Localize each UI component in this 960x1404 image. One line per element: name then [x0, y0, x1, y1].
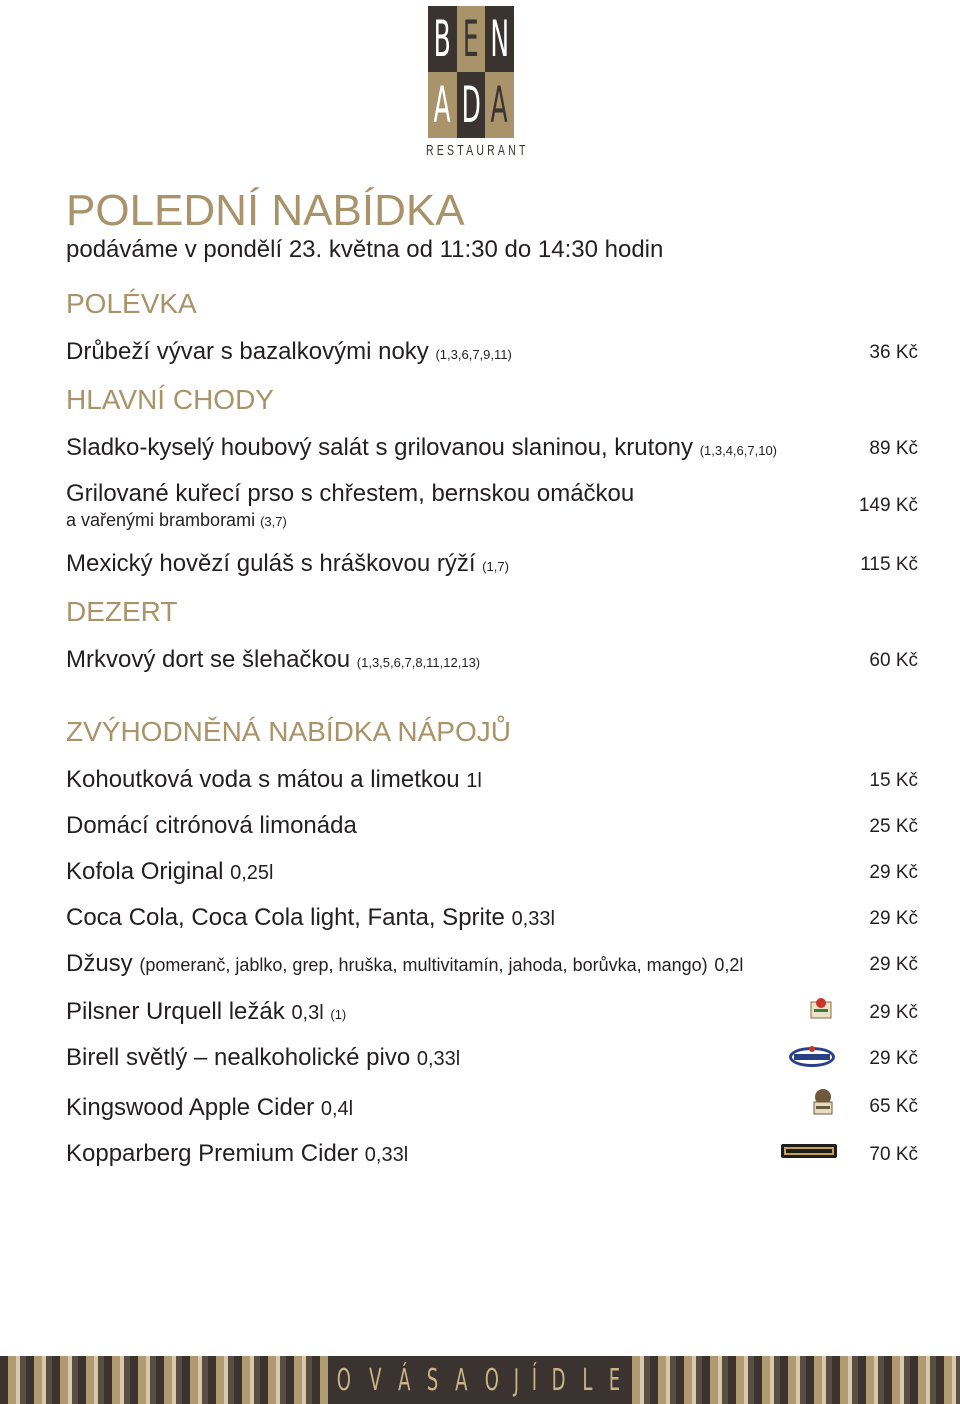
- item-detail: (pomeranč, jablko, grep, hruška, multivitamín, jahoda, borůvka, mango): [139, 955, 708, 975]
- item-name: Mexický hovězí guláš s hráškovou rýží: [66, 550, 476, 577]
- item-name: Domácí citrónová limonáda: [66, 812, 357, 839]
- drink-item: [66, 766, 482, 794]
- item-price: 29 Kč: [869, 1048, 918, 1069]
- logo-cell: [457, 72, 486, 138]
- item-name: Pilsner Urquell ležák: [66, 998, 285, 1025]
- logo-letter: B: [433, 10, 451, 68]
- footer-letter: J: [514, 1362, 520, 1398]
- page-subtitle: podáváme v pondělí 23. května od 11:30 do 14:30 hodin: [66, 236, 664, 263]
- item-name: Džusy: [66, 950, 133, 977]
- item-name: Mrkvový dort se šlehačkou: [66, 646, 351, 673]
- footer-band: [328, 1356, 628, 1404]
- item-allergens: (1,3,5,6,7,8,11,12,13): [356, 655, 481, 670]
- item-allergens: (1,7): [482, 559, 509, 574]
- item-price: 115 Kč: [860, 554, 918, 575]
- item-name: Sladko-kyselý houbový salát s grilovanou slaninou, krutony: [66, 434, 694, 461]
- logo-subtitle: RESTAURANT: [426, 142, 529, 159]
- item-price: 70 Kč: [869, 1144, 918, 1165]
- drink-item: [66, 904, 555, 932]
- item-unit: 0,2l: [714, 955, 744, 975]
- logo-cell: [428, 6, 457, 72]
- drink-item: [66, 1094, 353, 1122]
- item-allergens: (3,7): [260, 514, 287, 529]
- item-unit: 0,25l: [230, 862, 274, 884]
- footer-letter: O: [337, 1362, 352, 1398]
- item-price: 149 Kč: [858, 495, 918, 516]
- kingswood-logo-icon: [810, 1088, 836, 1123]
- menu-item: [66, 434, 777, 462]
- drink-item: [66, 1140, 408, 1168]
- footer-letter: E: [608, 1362, 620, 1398]
- footer-letter: S: [426, 1362, 439, 1398]
- section-heading-dessert: DEZERT: [66, 596, 178, 627]
- item-unit: 0,3l: [291, 1002, 324, 1024]
- item-name: Birell světlý – nealkoholické pivo: [66, 1044, 411, 1071]
- footer-letter: O: [484, 1362, 499, 1398]
- item-unit: 0,33l: [364, 1144, 409, 1166]
- footer-letter: Á: [397, 1362, 411, 1398]
- logo-cell: [485, 72, 514, 138]
- section-heading-drinks: ZVÝHODNĚNÁ NABÍDKA NÁPOJŮ: [66, 716, 511, 747]
- footer-letter: V: [368, 1362, 382, 1398]
- birell-logo-icon: [788, 1046, 836, 1073]
- logo-letter: D: [461, 76, 481, 134]
- item-price: 29 Kč: [869, 862, 918, 883]
- item-price: 89 Kč: [869, 438, 918, 459]
- menu-item-second-line: [66, 510, 287, 531]
- item-name: Kingswood Apple Cider: [66, 1094, 315, 1121]
- logo-cell: [457, 6, 486, 72]
- item-allergens: (1): [330, 1007, 347, 1022]
- item-unit: 0,33l: [416, 1048, 461, 1070]
- item-price: 29 Kč: [869, 1002, 918, 1023]
- item-name-continued: a vařenými bramborami: [66, 510, 256, 530]
- menu-item: [66, 338, 512, 366]
- section-heading-soup: POLÉVKA: [66, 288, 197, 319]
- item-name: Drůbeží vývar s bazalkovými noky: [66, 338, 429, 365]
- footer-letter: D: [552, 1362, 566, 1398]
- item-unit: 1l: [466, 770, 482, 792]
- item-name: Kopparberg Premium Cider: [66, 1140, 359, 1167]
- menu-item: [66, 480, 634, 508]
- restaurant-logo: [428, 6, 514, 138]
- item-allergens: (1,3,4,6,7,10): [699, 443, 778, 458]
- footer-letter: Í: [531, 1362, 537, 1398]
- item-name: Grilované kuřecí prso s chřestem, bernskou omáčkou: [66, 480, 635, 507]
- item-allergens: (1,3,6,7,9,11): [435, 347, 512, 362]
- item-price: 25 Kč: [869, 816, 918, 837]
- item-name: Kofola Original: [66, 858, 224, 885]
- logo-letter: A: [433, 76, 451, 134]
- item-price: 65 Kč: [869, 1096, 918, 1117]
- logo-letter: E: [462, 10, 479, 68]
- item-unit: 0,33l: [511, 908, 555, 930]
- pilsner-urquell-logo-icon: [808, 996, 834, 1027]
- menu-item: [66, 646, 480, 674]
- logo-cell: [428, 72, 457, 138]
- item-price: 60 Kč: [869, 650, 918, 671]
- footer-letter: A: [454, 1362, 468, 1398]
- page-title: POLEDNÍ NABÍDKA: [66, 186, 465, 235]
- drink-item: [66, 812, 357, 840]
- kopparberg-logo-icon: [780, 1142, 838, 1165]
- drink-item: [66, 858, 273, 886]
- logo-letter: N: [490, 10, 509, 68]
- drink-item: [66, 998, 346, 1026]
- drink-item: [66, 950, 743, 978]
- logo-cell: [485, 6, 514, 72]
- item-price: 15 Kč: [869, 770, 918, 791]
- item-price: 29 Kč: [869, 954, 918, 975]
- item-name: Kohoutková voda s mátou a limetkou: [66, 766, 460, 793]
- item-price: 36 Kč: [869, 342, 918, 363]
- logo-letter: A: [490, 76, 509, 134]
- menu-item: [66, 550, 509, 578]
- drink-item: [66, 1044, 460, 1072]
- footer-letter: L: [582, 1362, 593, 1398]
- item-unit: 0,4l: [320, 1098, 354, 1120]
- section-heading-mains: HLAVNÍ CHODY: [66, 384, 274, 415]
- item-name: Coca Cola, Coca Cola light, Fanta, Sprite: [66, 904, 505, 931]
- item-price: 29 Kč: [869, 908, 918, 929]
